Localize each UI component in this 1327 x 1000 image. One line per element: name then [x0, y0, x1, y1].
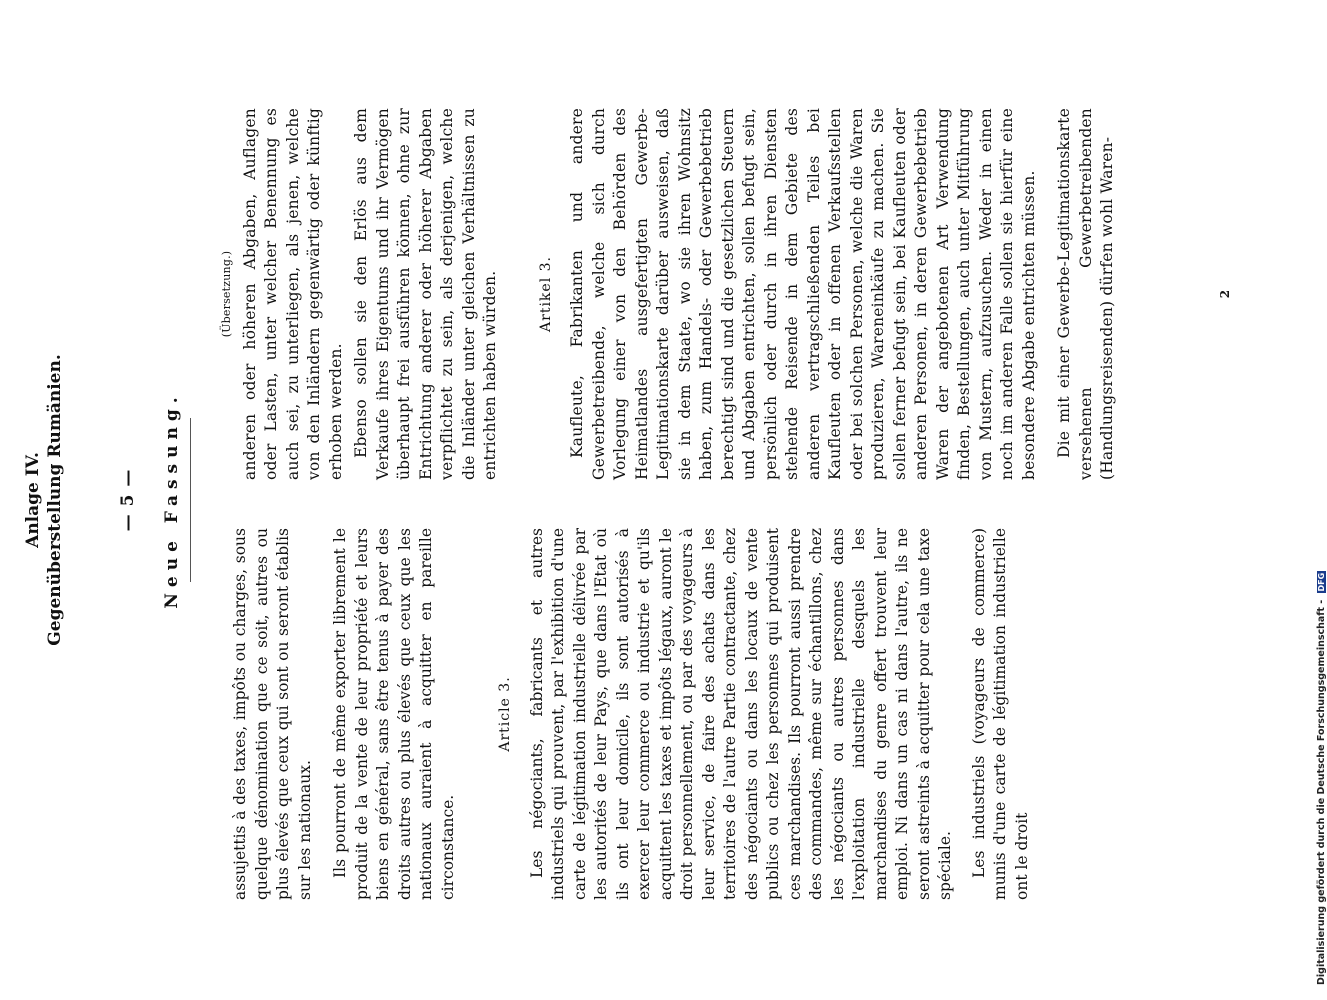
german-paragraph-1: anderen oder höheren Abgaben, Auflagen oder Lasten, unter welcher Benennung es auch sei, zu unterliegen, als jenen, welche von den Inländern gegenwärtig oder künftig erhoben werden.: [240, 108, 345, 480]
sheet-number: 2: [1218, 289, 1232, 299]
german-column: [216, 108, 1119, 480]
german-article-heading: Artikel 3.: [537, 256, 554, 332]
french-paragraph-3: Les négociants, fabricants et autres industriels qui prouvent, par l'exhibition d'une carte de légitimation industrielle délivrée par les autorités de leur Pays, que dans l'Etat où ils ont leur domicile, ils sont autorisés à exercer leur commerce ou industrie et qu'ils acquittent les taxes et impôts légaux, auront le droit personnellement, ou par des voyageurs à leur service, de faire des achats dans les territoires de l'autre Partie contractante, chez des négociants ou dans les locaux de vente publics ou chez les personnes qui produisent ces marchandises. Ils pourront aussi prendre des commandes, même sur échantillons, chez les négociants ou autres personnes dans l'exploitation industrielle desquels les marchandises du genre offert trouvent leur emploi. Ni dans un cas ni dans l'autre, ils ne seront astreints à acquitter pour cela une taxe spéciale.: [527, 528, 954, 900]
annex-title: Anlage IV.: [23, 452, 43, 548]
section-rule: [190, 418, 191, 582]
section-title: Neue Fassung.: [162, 391, 182, 609]
digitization-note: [1316, 5, 1327, 985]
page-number: — 5 —: [118, 468, 138, 532]
french-article-heading: Article 3.: [497, 676, 513, 752]
french-paragraph-1: assujettis à des taxes, impôts ou charges, sous quelque dénomination que ce soit, autres ou plus élevés que ceux qui sont ou seront établis sur les nationaux.: [231, 528, 314, 900]
german-paragraph-2: Ebenso sollen sie den Erlös aus dem Verkaufe ihres Eigentums und ihr Vermögen überhaupt frei ausführen können, ohne zur Entrichtung anderer oder höherer Abgaben verpflichtet zu sein, als derjenigen, welche die Inländer unter gleichen Verhältnissen zu entrichten haben würden.: [352, 108, 499, 480]
german-paragraph-3: Kaufleute, Fabrikanten und andere Gewerbetreibende, welche sich durch Vorlegung einer von den Behörden des Heimatlandes ausgefertigten Gewerbe-Legitimationskarte darüber ausweisen, daß sie in dem Staate, wo sie ihren Wohnsitz haben, zum Handels- oder Gewerbebetrieb berechtigt sind und die gesetzlichen Steuern und Abgaben entrichten, sollen befugt sein, persönlich oder durch in ihren Diensten stehende Reisende in dem Gebiete des anderen vertragschließenden Teiles bei Kaufleuten oder in offenen Verkaufsstellen oder bei solchen Personen, welche die Waren produzieren, Wareneinkäufe zu machen. Sie sollen ferner befugt sein, bei Kaufleuten oder anderen Personen, in deren Gewerbebetrieb Waren der angebotenen Art Verwendung finden, Bestellungen, auch unter Mitführung von Mustern, aufzusuchen. Weder in einen noch im anderen Falle sollen sie hierfür eine besondere Abgabe entrichten müssen.: [568, 108, 1038, 480]
annex-header: [22, 0, 66, 1000]
annex-subtitle: Gegenüberstellung Rumänien.: [45, 354, 65, 646]
french-paragraph-2: Ils pourront de même exporter librement le produit de la vente de leur propriété et leurs biens en général, sans être tenus à payer des droits autres ou plus élevés que ceux que les nationaux auraient à acquitter en pareille circonstance.: [331, 528, 457, 900]
dfg-logo: DFG: [1317, 572, 1326, 592]
digitization-credit: Digitalisierung gefördert durch die Deutsche Forschungsgemeinschaft -: [1316, 599, 1327, 985]
translation-note: (Übersetzung.): [220, 250, 233, 338]
french-column: [230, 528, 1033, 900]
german-paragraph-4: Die mit einer Gewerbe-Legitimationskarte versehenen Gewerbetreibenden (Handlungsreisenden) dürfen wohl Waren-: [1055, 108, 1116, 480]
french-paragraph-4: Les industriels (voyageurs de commerce) munis d'une carte de légitimation industrielle ont le droit: [969, 528, 1031, 900]
